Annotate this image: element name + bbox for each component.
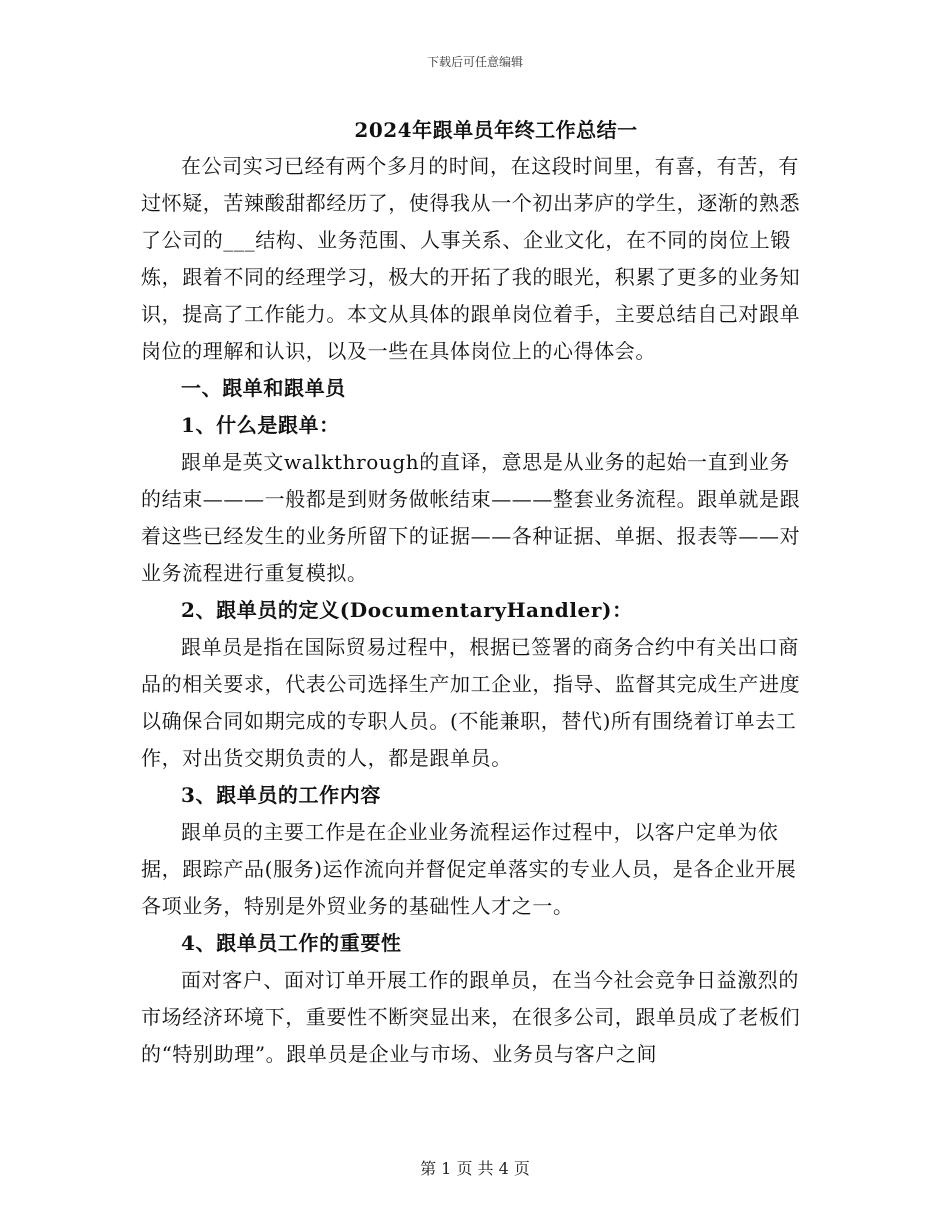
section-paragraph: 跟单员是指在国际贸易过程中，根据已签署的商务合约中有关出口商品的相关要求，代表公司选择生产加工企业，指导、监督其完成生产进度以确保合同如期完成的专职人员。(不能兼职，替代)所有围绕着订单去工作，对出货交期负责的人，都是跟单员。 [141, 635, 801, 770]
section-heading: 2、跟单员的定义(DocumentaryHandler)： [181, 598, 633, 622]
section-paragraph: 跟单是英文walkthrough的直译，意思是从业务的起始一直到业务的结束———一般都是到财务做帐结束———整套业务流程。跟单就是跟着这些已经发生的业务所留下的证据——各种证据、单据、报表等——对业务流程进行重复模拟。 [141, 450, 801, 585]
document-body [141, 148, 810, 1073]
section-paragraph: 面对客户、面对订单开展工作的跟单员，在当今社会竞争日益激烈的市场经济环境下，重要性不断突显出来，在很多公司，跟单员成了老板们的“特别助理”。跟单员是企业与市场、业务员与客户之间 [141, 968, 801, 1066]
section-heading: 4、跟单员工作的重要性 [181, 931, 402, 955]
page-header: 下载后可任意编辑 [426, 55, 523, 69]
page-footer: 第 1 页 共 4 页 [420, 1159, 530, 1178]
section-paragraph: 跟单员的主要工作是在企业业务流程运作过程中，以客户定单为依据，跟踪产品(服务)运作流向并督促定单落实的专业人员，是各企业开展各项业务，特别是外贸业务的基础性人才之一。 [141, 820, 797, 918]
section-heading: 1、什么是跟单： [181, 413, 340, 437]
section-heading: 3、跟单员的工作内容 [181, 783, 381, 807]
document-title: 2024年跟单员年终工作总结一 [354, 118, 638, 142]
section-heading: 一、跟单和跟单员 [181, 376, 346, 400]
intro-paragraph: 在公司实习已经有两个多月的时间，在这段时间里，有喜，有苦，有过怀疑，苦辣酸甜都经历了，使得我从一个初出茅庐的学生，逐渐的熟悉了公司的___结构、业务范围、人事关系、企业文化，在不同的岗位上锻炼，跟着不同的经理学习，极大的开拓了我的眼光，积累了更多的业务知识，提高了工作能力。本文从具体的跟单岗位着手，主要总结自己对跟单岗位的理解和认识，以及一些在具体岗位上的心得体会。 [141, 154, 801, 363]
